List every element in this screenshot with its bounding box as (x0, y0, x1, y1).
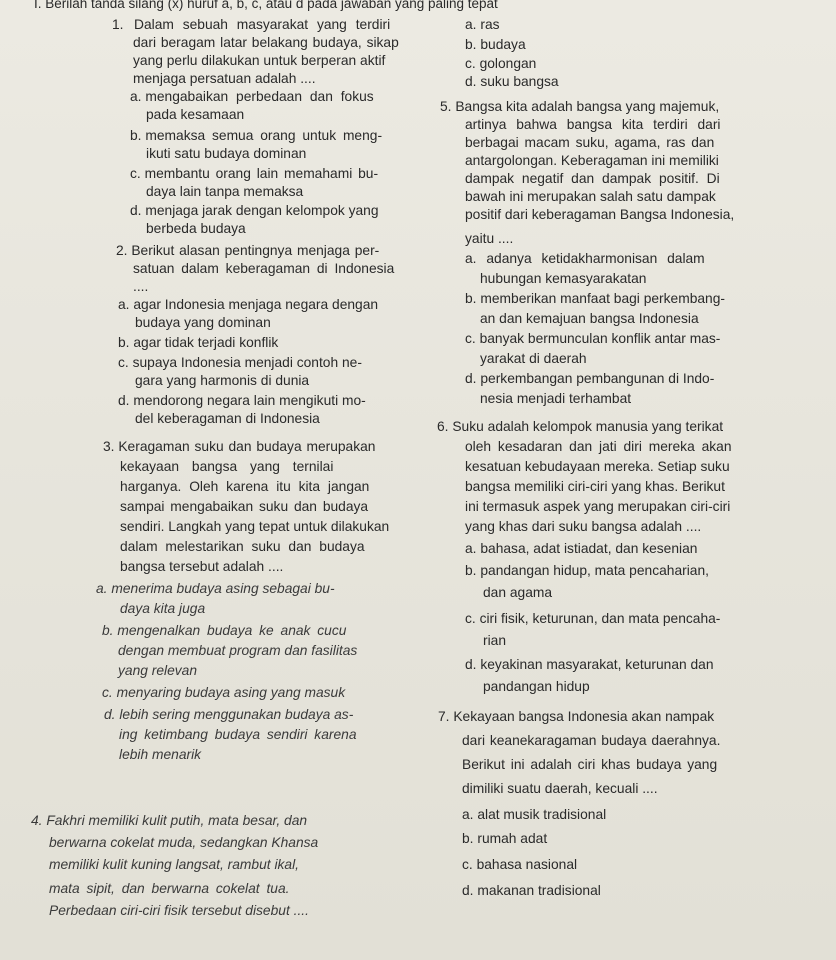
option-6c[interactable]: c. ciri fisik, keturunan, dan mata pencaha- (465, 611, 721, 626)
option-7a[interactable]: a. alat musik tradisional (462, 807, 607, 822)
option-1a[interactable]: a. mengabaikan perbedaan dan fokus (130, 89, 374, 104)
question-5-number: 5. (440, 99, 452, 114)
option-1b-text[interactable]: b. budaya (465, 37, 526, 52)
question-1-body: dari beragam latar belakang budaya, sikap yang perlu dilakukan untuk berperan aktif menjaga persatuan adalah .... (133, 35, 399, 87)
question-1-number: 1. (112, 17, 124, 32)
option-2d[interactable]: d. mendorong negara lain mengikuti mo- (118, 393, 366, 408)
option-5a[interactable]: a. adanya ketidakharmonisan dalam (465, 251, 705, 266)
question-6: 6. Suku adalah kelompok manusia yang terikat (437, 419, 724, 434)
option-2a[interactable]: a. agar Indonesia menjaga negara dengan (118, 297, 379, 312)
option-6d[interactable]: d. keyakinan masyarakat, keturunan dan (465, 657, 714, 672)
option-1c-text[interactable]: c. golongan (465, 56, 537, 71)
option-1b[interactable]: b. memaksa semua orang untuk meng- (130, 128, 383, 143)
option-1c[interactable]: c. membantu orang lain memahami bu- (130, 166, 379, 181)
option-3b[interactable]: b. mengenalkan budaya ke anak cucu (102, 623, 347, 638)
option-7d[interactable]: d. makanan tradisional (462, 883, 601, 898)
question-6-number: 6. (437, 419, 449, 434)
option-3d[interactable]: d. lebih sering menggunakan budaya as- (104, 707, 354, 722)
question-3: 3. Keragaman suku dan budaya merupakan (103, 439, 376, 454)
question-3-number: 3. (103, 439, 115, 454)
question-7-number: 7. (438, 709, 450, 724)
option-2b[interactable]: b. agar tidak terjadi konflik (118, 335, 279, 350)
option-2c[interactable]: c. supaya Indonesia menjadi contoh ne- (118, 355, 362, 370)
question-2: 2. Berikut alasan pentingnya menjaga per- (116, 243, 380, 258)
question-4: 4. Fakhri memiliki kulit putih, mata besar, dan (31, 813, 308, 828)
option-7b[interactable]: b. rumah adat (462, 831, 548, 846)
option-5b[interactable]: b. memberikan manfaat bagi perkembang- (465, 291, 725, 306)
question-5: 5. Bangsa kita adalah bangsa yang majemuk, (440, 99, 720, 114)
option-1a-text[interactable]: a. ras (465, 17, 500, 32)
question-line: Dalam sebuah masyarakat yang terdiri (134, 17, 391, 32)
question-7: 7. Kekayaan bangsa Indonesia akan nampak (438, 709, 715, 724)
question-2-number: 2. (116, 243, 128, 258)
option-1d[interactable]: d. menjaga jarak dengan kelompok yang (130, 203, 379, 218)
option-5c[interactable]: c. banyak bermunculan konflik antar mas- (465, 331, 721, 346)
option-5d[interactable]: d. perkembangan pembangunan di Indo- (465, 371, 715, 386)
worksheet-page: I. Berilah tanda silang (x) huruf a, b, c, atau d pada jawaban yang paling tepat 1. Dalam sebuah masyarakat yang terdiri dari beragam latar belakang budaya, sikap yang perlu dilakukan untuk berperan aktif menjaga persatuan adalah .... a. mengabaikan perbedaan dan fokus pada kesamaan b. memaksa semua orang untuk meng- ikuti satu budaya dominan c. membantu orang lain memahami bu- daya lain tanpa memaksa d. menjaga jarak dengan kelompok yang berbeda budaya 2. Berikut alasan pentingnya menjaga per- satuan dalam keberagaman di Indonesia .... a. agar Indonesia menjaga negara dengan budaya yang dominan b. agar tidak terjadi konflik c. supaya Indonesia menjadi contoh ne- gara yang harmonis di dunia d. mendorong negara lain mengikuti mo- del keberagaman di Indonesia 3. Keragaman suku dan budaya merupakan kekayaan bangsa yang ternilai harganya. Oleh karena itu kita jangan sampai mengabaikan suku dan budaya sendiri. Langkah yang tepat untuk dilakukan dalam melestarikan suku dan budaya bangsa tersebut adalah .... a. menerima budaya asing sebagai bu- daya kita juga b. mengenalkan budaya ke anak cucu dengan membuat program dan fasilitas yang relevan c. menyaring budaya asing yang masuk d. lebih sering menggunakan budaya as- ing ketimbang budaya sendiri karena lebih menarik 4. Fakhri memiliki kulit putih, mata besar, dan berwarna cokelat muda, sedangkan Khansa memiliki kulit kuning langsat, rambut ikal, mata sipit, dan berwarna cokelat tua. Perbedaan ciri-ciri fisik tersebut disebut .... a. ras b. budaya c. golongan d. suku bangsa 5. Bangsa kita adalah bangsa yang majemuk, artinya bahwa bangsa kita terdiri dari berbagai macam suku, agama, ras dan antargolongan. Keberagaman ini memiliki dampak negatif dan dampak positif. Di bawah ini merupakan salah satu dampak positif dari keberagaman Bangsa Indonesia, yaitu .... a. adanya ketidakharmonisan dalam hubungan kemasyarakatan b. memberikan manfaat bagi perkembang- an dan kemajuan bangsa Indonesia c. banyak bermunculan konflik antar mas- yarakat di daerah d. perkembangan pembangunan di Indo- nesia menjadi terhambat 6. Suku adalah kelompok manusia yang terikat oleh kesadaran dan jati diri mereka akan kesatuan kebudayaan mereka. Setiap suku bangsa memiliki ciri-ciri yang khas. Berikut ini termasuk aspek yang merupakan ciri-ciri yang khas dari suku bangsa adalah .... a. bahasa, adat istiadat, dan kesenian b. pandangan hidup, mata pencaharian, dan agama c. ciri fisik, keturunan, dan mata pencaha- rian d. keyakinan masyarakat, keturunan dan pandangan hidup 7. Kekayaan bangsa Indonesia akan nampak dari keanekaragaman budaya daerahnya. Berikut ini adalah ciri khas budaya yang dimiliki suatu daerah, kecuali .... a. alat musik tradisional b. rumah adat c. bahasa nasional d. makanan tradisional (0, 0, 836, 960)
option-6a[interactable]: a. bahasa, adat istiadat, dan kesenian (465, 541, 698, 556)
option-1d-text[interactable]: d. suku bangsa (465, 74, 559, 89)
option-3c[interactable]: c. menyaring budaya asing yang masuk (102, 685, 346, 700)
question-4-number: 4. (31, 813, 43, 828)
option-3a[interactable]: a. menerima budaya asing sebagai bu- (96, 581, 335, 596)
instruction-header: I. Berilah tanda silang (x) huruf a, b, c, atau d pada jawaban yang paling tepat (34, 0, 498, 11)
option-7c[interactable]: c. bahasa nasional (462, 857, 578, 872)
option-6b[interactable]: b. pandangan hidup, mata pencaharian, (465, 563, 709, 578)
